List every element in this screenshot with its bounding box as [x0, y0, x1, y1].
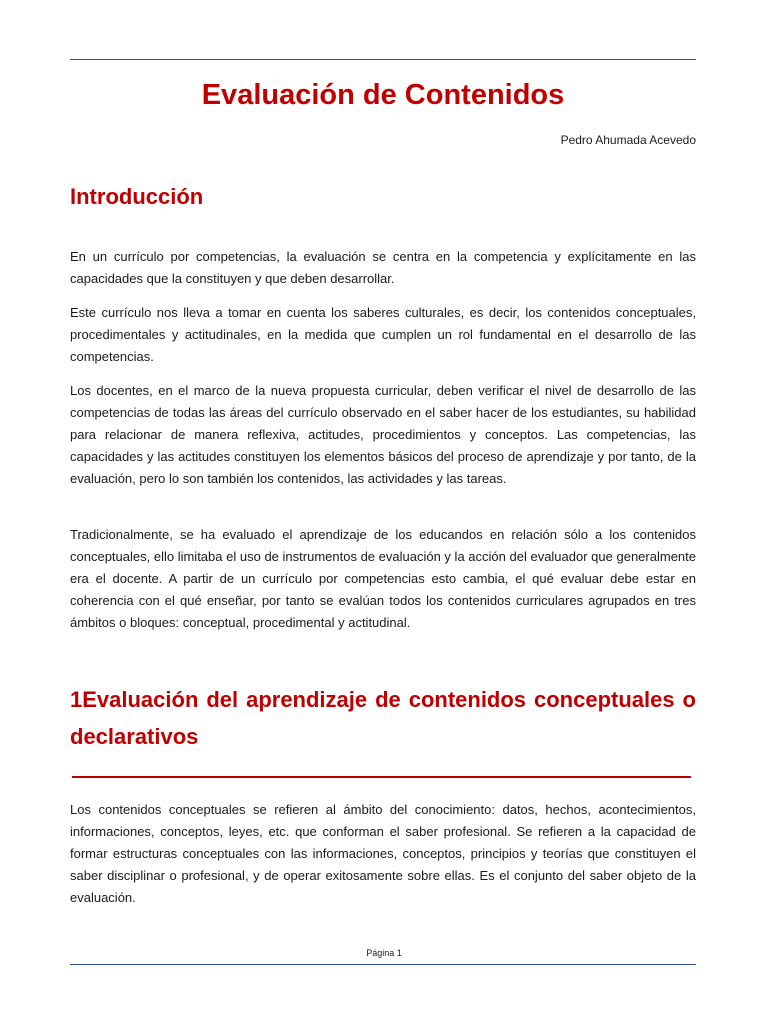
- section-divider: [72, 776, 691, 778]
- section-heading-introduccion: Introducción: [70, 184, 204, 209]
- paragraph: En un currículo por competencias, la evaluación se centra en la competencia y explícitamente en las capacidades que la constituyen y que deben desarrollar.: [70, 249, 696, 286]
- author-name: Pedro Ahumada Acevedo: [560, 133, 696, 147]
- paragraph: Tradicionalmente, se ha evaluado el aprendizaje de los educandos en relación sólo a los contenidos conceptuales, ello limitaba el uso de instrumentos de evaluación y la acción del evaluador que generalmente era el docente. A partir de un currículo por competencias esto cambia, el qué evaluar debe estar en coherencia con el qué enseñar, por tanto se evalúan todos los contenidos curriculares agrupados en tres ámbitos o bloques: conceptual, procedimental y actitudinal.: [70, 527, 696, 630]
- paragraph: Los docentes, en el marco de la nueva propuesta curricular, deben verificar el nivel de desarrollo de las competencias de todas las áreas del currículo observado en el saber hacer de los estudiantes, su habilidad para relacionar de manera reflexiva, actitudes, procedimientos y conceptos. Las competencias, las capacidades y las actitudes constituyen los elementos básicos del proceso de aprendizaje y por tanto, de la evaluación, pero lo son también los contenidos, las actividades y las tareas.: [70, 383, 696, 486]
- header-rule: [70, 59, 696, 60]
- page-number: Página 1: [366, 948, 402, 958]
- paragraph: Los contenidos conceptuales se refieren al ámbito del conocimiento: datos, hechos, acontecimientos, informaciones, conceptos, leyes, etc. que conforman el saber profesional. Se refieren a la capacidad de formar estructuras conceptuales con las informaciones, conceptos, principios y teorías que constituyen el saber disciplinar o profesional, y de operar exitosamente sobre ellas. Es el conjunto del saber objeto de la evaluación.: [70, 802, 696, 905]
- document-title: Evaluación de Contenidos: [201, 79, 565, 111]
- section-heading-contenidos-conceptuales: 1Evaluación del aprendizaje de contenidos conceptuales o declarativos: [70, 687, 696, 749]
- paragraph: Este currículo nos lleva a tomar en cuenta los saberes culturales, es decir, los contenidos conceptuales, procedimentales y actitudinales, en la medida que cumplen un rol fundamental en el desarrollo de las competencias.: [70, 305, 696, 364]
- footer-rule: [70, 964, 696, 965]
